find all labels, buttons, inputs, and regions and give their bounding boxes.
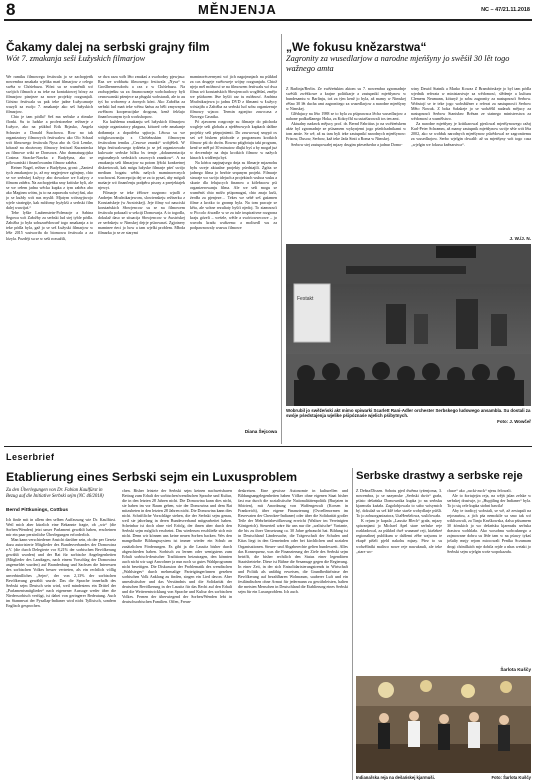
etablierung-col-2 [122,488,232,781]
section-title: MĚNJENJA [198,2,277,17]
paragraph: chace“ ako „rucki-zuck“ njesu felowali. [447,488,512,493]
paragraph: Ku kuždemu zmakanju seš lužyskich filmarjow stajnje organizatory płaguna, kótarež cełe zmakanje dotłamnja a dopotřeba spjtorja. Lětosa su we wótglosowaniju z Chóśebuskim filmowym festiwalom temiku „Cesowe znanki“ wobjěšeli. W běgu festiwalowego tydźeńa jo se ješ organizowało kulowate serbske hilku bs temje „dokumentacija regionałnych serbskich casowych znankow“. A na zmakanju seši filmarjow su potom lýšcki konkretnej diskretowali, kak mógu lužyske filmarje pśeť swójo medium bogatu wědu našych maminorecnych wuchowaś. Koncepcija dej se za to pysaś, aby mógali maśarje wó finančenju podpěru pisosy a prrejektajek njewyt. [98,119,185,191]
drastwy-byline: Šarlota Kuščy [500,667,531,672]
paragraph: Z Dešna/Dissen. Sobotu pjed dwěma tyźenjoma, 3. nowembra, jo se nazymske „Serbski dwór“ grała, pśisto dešańska Domownika kupka jo na serbsku kjarmušu kaźała. Zagolobjowala to sabo wósymich bý, dokulaž su seš kšě teke starše wobydlarje pśišli. To jo zobuorganizatora, UtaHenšelowa, wuličowała. [356,488,442,519]
paragraph: We rumiku filmowego festiwala jo se zachopjeńk nowembra zmakała wjelika mań filmarjow z celego swěta w Chóśebuzu. Wóni su se wuměnili wó swójich filmach a su teke na kontaktowej bórzy za filmarjow pisnjeze za nowe projekty rozgranjali. Góstno festiwala su pak teke jadne Łužycanarje wuzyli za swójo 7. zmakanje ako seš łužyskich filmarjow. [6,74,93,115]
paragraph: Man kann verschiedener Ansicht darüber sein, ob der per Gesetz dazu autorisierte Mitglieder des Bundesverbandes der Domowina e.V. (die durch Delegierte vor 8,21% der sorbischen Bevölkerung gewählt wurden) und der Rat für sorbische Angelegenheiten (Mitglieder des Landtages, nach einem Vorschlag der Domowina angemeldet wurden) auf Brandenburg und Sachsen die Interessen des sorbischen Volkes besser vertreten, als ein rechtlich völlig unverbindliches „Sejm“, der von 2,13% der sorbischen Bevölkerung gewählt wurde. Das die Sprache innerhalb des Serbski sejm Deutsch sein wird, weil mindestens ein Drittel der „Parlamentsmitglieder“ nach eigenener Aussage weder über die Niedersorbisch verfügt, ist dabei von geringerer Bedeutung. Auch im Stammvat der Pysallap-Indianer wird nicht Tyllisisch, sondern Englisch gesprochen. [6,537,116,608]
paragraph: Chto je tam pódla? Seš ma serbske a ńimske člonki. Su to ludske a profesionelne režiserje z Łužyce, ako na pśikład Erik Brjasko, Angela Schuster a Donald Šuschowa. Row no tak organizatory filmowych festiwalow ako Olo Schaal wót filmowego festiwala Nysa abo dr. Grit Lemke, kótaraž na zbożowny filmowy festiwal Kurantecka za filmowe wiki ze Donsowa. Abo dramaturgojska Cosima Stracke-Nawka z Budyšyna, ako se pólowaniski i finančowaním filmow zaběra. [6,114,93,165]
paragraph: Ale to žortujejża reja, na wějń jzlan zelske w serbskej drastwje, jo „Hupjtling der Indianer“ byla. To jo się cele kupka stobni bawila! [447,493,531,509]
issue-label: NC – 47/21.11.2018 [481,7,530,13]
fokus-caption: Wobrubil jo swěźeński akt mimo spiwarki Scarlett Rani-Adler orchester Serbskego ludowego ansambla. Su dostali za swóje pśedstajenja wjelike pśipóznaśe wjelich pśibytnych. [286,408,531,419]
paragraph: Za narodne mjeńšyny je kritikarowal pjeslowal mjeńšynowego ražaj Karl-Peter Schramm, až mamy zastupnik mjeńšynow swóje sěśe wót lěta 2002, ako se wobłuk narodnych mjeńšynow pśirědowal ze zagronitemu za wusedlarjow. Serbo wjelgin chwalił: až su mjeńšyny wót togo casa „wjelgin we fokusu knězarstwa“. [411,121,531,147]
drastwy-title: Serbske drastwy a serbske reje [356,470,523,482]
drastwy-photo [356,676,531,773]
cakamy-col-2 [98,74,185,438]
cakamy-col-1 [6,74,93,438]
fokus-photo-credit: Foto: J. Wowčeř [497,419,531,424]
etablierung-title: Etablierung eines Serbski sejm ein Luxusproblem [6,470,298,484]
dance-photo-illustration [356,676,531,773]
paragraph: winy Dawid Statnik a Marko Kowaz Z Brambórskeje jo byl tam pódla wjednik referata w ministarstwje za wědomosć, slědenje a kulturu Clemens Neumann, kótaryž jo sobu zagronity za nastupnosći Serbow. Wobstojí se te teke jogo wobsłúžner z referat za nastupnosći Serbow Měto Nowak. Z boka Sakskeje jo se wobźělil nadawk mějucy za nastupnosći Serbow Stanisław Brězan ze statnego ministerstwa za wědomosć a wumělstwo. [411,86,531,122]
paragraph: Pó zjawnem rozgronje su filmarje do pśichoda wogleje seši globalu a nježěnowych kapkach dalšne projekty seši pśepojnienti. Do zawwowaj smypó os seś wě biskem pśichode z programom krotkich filmow pśi do dwón. Rowno pśigłotuju taki program, kenž se měł pó 30 minutow dlujki byś a by mogał już w decembrje na dnju krotkich filmow w nažych kinach k widženju byś. [190,119,277,160]
etablierung-intro: Zu den Überlegungen von Dr. Fabian Kaulfürst in Bezug auf die Initiative Serbski sejm (NC 46/2018) [6,488,104,499]
paragraph: Reiner Nagel, režiser z Budyšyna, groni: „Zaniesł tych zmakanjow jo, až my negjerjewe zgónjmy, chto se we serbskej Łužycy abo dowokoe we Łužycy z filmom zaběra. Na zachopjeńku smy kritiske byli, ale se we cełem jadna wěcka kupka z tym zaběra abo ako Maginm wótm, ju to na zaprawdu wósej ňaś, ako jo se kuždy wót nas myslił. Mjatym wótsnyjtwojo wjele strategije, kak môžomy hyźykši a serbski film dalej wuwijaś.“ [6,164,93,211]
fokus-photo [286,244,531,406]
section-rule [4,446,532,447]
paragraph: Filmarje se teke źělowe rozgrono wjadli z Andrejm Mračnikarjewom, slowienskeju režiserku z Korutańskeje (w Awstriskej). Jeje filmy wó nauciski korutańskich Słowjencow su se na filmowem festiwalu pokazali w sekciji Domownja. A to togodla, dokulaž daso se situacija Słowjencow w Awstriskej ze serbskeju w Nimskej dejrje pśirownaś. Zgjotnery maminee ńeci jo how a tam wjelki problem. Młoda filmarka jo se ze starymi [98,190,185,236]
column-divider [352,468,353,780]
paragraph: Tebe lyške Laubenstein-Polenzoje a Sabina Šegowa wót Załožby za serbski lud stej tyble pódla. Załožba jo była sobuzarědowarř togo zmakanja a to teke pódla byla, gaž jo se seš Łužyski filmarjow w léše 2015 wutworiła do biomowu festiwala a za lózyla. Pozdéji su se w seši rozsužili, [6,210,93,241]
paragraph: deskreisen. Eine gewisse Autonomie in kulturellen und Bildungsangelegenheiten haben Völker ohne eigenen Staat bisher fast nur durch die sozialistische Nationalitätenpolitik (Burjaten in Sibirien), mit Anordnung von Waffengewalt (Korsen in Frankreich), über eigene Finanzierung (Ovoellenormen im Reservaten der Cherokee-Indianer) oder über die Solidarität großer Teile der Mehrheitsbevölkerung erreicht (Waliser im Vereinigten Königreich). Steuerteil wäre für uns nur die „walisische“ Variante, die bis zu ihrer Umsetzung ca. 30 Jahre gebraucht hat. Bildung ist in Deutschland Ländersache, die Trägerschaft der Schulen und Kitas liegt in den Gemeinden oder bei kirchlichen und sozialen Organisationen. Steuer- und Abgaberechte gelten bundesweit. Alles das Konsequenz, was die Finanzierung der Ziele des Serbski sejm betrifft, die bisher rechtlich den Status einer legendären Staatsbetriebe. Diese ist Bühne die Sesamuge gegen die Regierung. In einer Zeit, in der sich Entsolidarisierungstrends in Wirtschaft und Politik als unfähig erweisen, die Grundbedürfnisse der Bevölkerung auf bezahlbaren Wohnraum, sauberer Luft und ein festländischen ohne Armut für jedermann zu gewährleisten, halten die meisten Menschen in Deutschland die Etablierung eines Serbski sejm für ein Luxusproblem. Ich auch. [238,488,348,594]
paragraph: Aktualny nadawk mějucy prof. dr. Bernd Fabritius jo na swěźeńskem akśe byl zgromadnje ze pśisamem wykynjemi jogo pśedchadnikami w tom amśe. Se wě, až su tam byli teke zastupnikí narodnych mjeńšynow: Frizow, Dusow, Serbow, kaž teke Jada Sinti a Roma w Nimskej. [286,121,406,142]
festakt-sign: Festakt [297,296,314,302]
leserbrief-label: Leserbrief [6,452,55,462]
fokus-title: „We fokusu knězarstwa“ [286,40,427,54]
paragraph: Serbow stej zastupowałej mjazy drugim pśesedsedar a jadnar Domo- [291,141,403,147]
paragraph: Ich finde mit in allem den selben Auffassung wie Dr. Kaulfürst. Weil mich aber kürzlich eine Bekannte fragte, ob „wir“ (die Sorben/Wenden) jetzt unser Parlament gewählt haben, erscheinen mir ein paar persönliche Überlegungen erforderlich. [6,517,116,538]
paragraph: chen. Bisher leistete der Serbski sejm keinen nachweisbaren Beitrag zum Erhalt der sorbischen/wendischen Sprache und Kultur, die in den letzten 28 Jahren nicht. Die Domowina kann dies nicht, sie haben im vor Raum geben, wie der Domowina und dem Rat mitzubeten in den letzten 28 Jahren nicht. Die Domowina kann dies nicht. Schriftliche Vorschläge stehen, die der Serbski sejm genau, weil sie jahrelang in deren Bundesverband mitgearbeitet haben. Scheinbar ist doch ohne viel Erfolg, der ihnen aber durch den Serbski sejm möglich erscheint. Das wiederum erschließe sich mir nicht. Denn wir können uns keine neuen Sorben backen. Wes den mangelhafte Bildungssystem ist immer wieder ein Schub an zusätzlichen Förderungen. Es gibt ja die Lausitz bisher durch abgeschieden haben. Sorbisch zu lernen oder wenigstens zum Erhalt sorbisch-deutscher Traditionen beizutragen, den könnten auch nicht wir sagt Anwohner ja nun noch so gutes Wahlprogramm nicht beseitigen. Die Diskussion der Problematik des wendischen „Wahlsieges“ durch mehrmalige Parteigänger/innen gesehen sorbischen Volk Anklang zu finden, singen ein Lied davon. Aber unrealistischer und das Verständnis und die Solidarität der deutschen Bevölkerung in der Lausitz für das Recht auf den Erhalt und die Weiterentwicklung von Sprache und Kultur des sorbischen Volkes. Fernen der überwiegend der Sorben/Wenden lebt in deutschsorbischen Familien. Offen, Freun- [122,488,232,605]
paragraph: Z Barlinja/Berlin. Ze swěźeńskim aktom su 7. nowembra zgromadnje swěśili zwěźkowe a krajne politikarje a zastupnikí mjeńšynow w bundesamtu w Barlinju, toś za tým kenž jo byla, až mamy w Nimskej rěšno 30 lět ducha amt zagronitego za wusedlarjow a narodne mjeńšyny w Nimskej. [286,86,406,112]
fokus-col-1 [286,86,406,243]
cakamy-title: Čakamy dalej na serbski grajny film [6,40,210,54]
etablierung-author: Bernd Pittkunings, Cottbus [6,508,69,513]
paragraph: Na kóńcu napjnajsego dnja su filmarje mjaznohu byłu sweje aktualne projekty pśedstajili. Zgóta se jadnego filma jo bezbie sequnym projekt. Filmarje stawaje wo swójo idejach a projektach wuhoa wuku a skurie dla felujucych finanow a kólebacow pśi organizerowanju filma. Ale we seši mogu se wuměniś chto móžo pśipomagaś, chto znajo kuši, źerdła za pjenjeze… Tekes we sebě seš gaśamen filme a krotko to gronnp byla. Na tom pracuje se kěta, ale wótne rezultaty hyšći njedoj. To ziamnosći w Piccolo źiwadle w se za tule inspirativne rozgrona kraju gózeli – weśele, wětle a swórtowsecowe – jo wuvołu kradu wuřizenu: a molisedl wu za podpawnowaly wuswu filmowe [190,159,277,231]
paragraph: Aby te tradicyj wobstali, se wě, až zestupali na rejosnańcu, a jich pśa nemokile sa smo tak wó wiklisowali, za Tanja Kruškowska, dalsa pśisamem 30 źónskich jo wo dešańsku kjarmušu serbska drastwu wobhlała. Ako wosobnu wobcuknego a zajmowane dobru su lěde tam w na pśawy tykaś jošuliy mnjy rejom miocowali Peníka Sczumam drogi chónilkách mje dobila rejde a nhas wetaki jo Serbski sejm wjelgin wośe wopokazała. [447,508,531,554]
cakamy-byline: Diana Šejcowa [244,429,277,434]
paragraph: se dwa raza wób lěto zmakaś a swobodny pjewjasǝ: Raz we wobhuśu filmowego festiwala „Nysa“ w Groślhennersdorfu a raz z w Chóśebuzu. Na zachopjeńku su za financowanje wobchadowy byli cesnowanski pśenjece za pługski wobstarali, ale to au tyś bo wobcemy a źornych kónt. Ako Załožba za serbski lud mań teke wětsu šańsu za běli zmywnym zwělzom kooperacijske drogona, kenž fekšujo finančowanym tych workshopow. [98,74,185,120]
cakamy-subtitle: Wót 7. zmakanja seši Łužyskich filmarjow [6,54,146,63]
fokus-subtitle: Zagronity za wusedlarjow a narodne mjeńšyny jo swěśił 30 lět togo wažnego amta [286,54,510,73]
drastwy-photo-credit: Foto: Šarlota Kuščy [491,775,531,780]
etablierung-col-1 [6,517,116,781]
page-header [0,0,536,20]
drastwy-caption: Indianařska reja na dešańskej kjarmuši. [356,775,435,780]
paragraph: Glědajucy na lěto 1988 se to byla za pśiprawaca lěcba wusedlarjow a nahone podkušlanego Hoka, za Kokryčhl su ustatšarowali tos ten amt. [286,111,406,122]
drastwy-col-2 [447,488,531,666]
festakt-photo-illustration [286,244,531,406]
paragraph: maminoréczernymi wó jich nagojmnjach na pśikład za cas drugeje swětoweje wójny rozgranjała. Chtož njejo mél móžnosć se na filmowem festiwalu wó dwa filma wó korutańskich Słowjencach woglědaś, změjo we pśiducem lěse hyšći raz tu móžnosć. Andrina Mračnikarjewa jo jadnu DVD z filmami w Łužycy wóstajiła a Załožba za serbski lud sobu organizeruje filmowy wjacor. Termin zgonjiso zawccasa z Nowego Casnika. [190,74,277,120]
column-divider [281,34,282,444]
fokus-col-2 [411,86,531,236]
header-rule [4,19,532,21]
cakamy-col-3 [190,74,277,428]
etablierung-col-3 [238,488,348,781]
fokus-byline: J. W./J. N. [509,236,531,241]
page-number: 8 [6,0,16,19]
drastwy-col-1 [356,488,442,674]
paragraph: K rejam je kapala „Lausitz Blech“ grała, mjazy spiwanjami jo Michael Apel stare serbske reje rozkładowal, za pśikład dwě wunasné reji, kiašekeé regionalinej publikum w dalšemi zěbe wajsonu te ekupě pišeli pjeld nakohu mjazy. Pśez to su wobzěliníki maliwo nowe reje nawuknuli, ale teke „stare wo- [356,518,442,554]
